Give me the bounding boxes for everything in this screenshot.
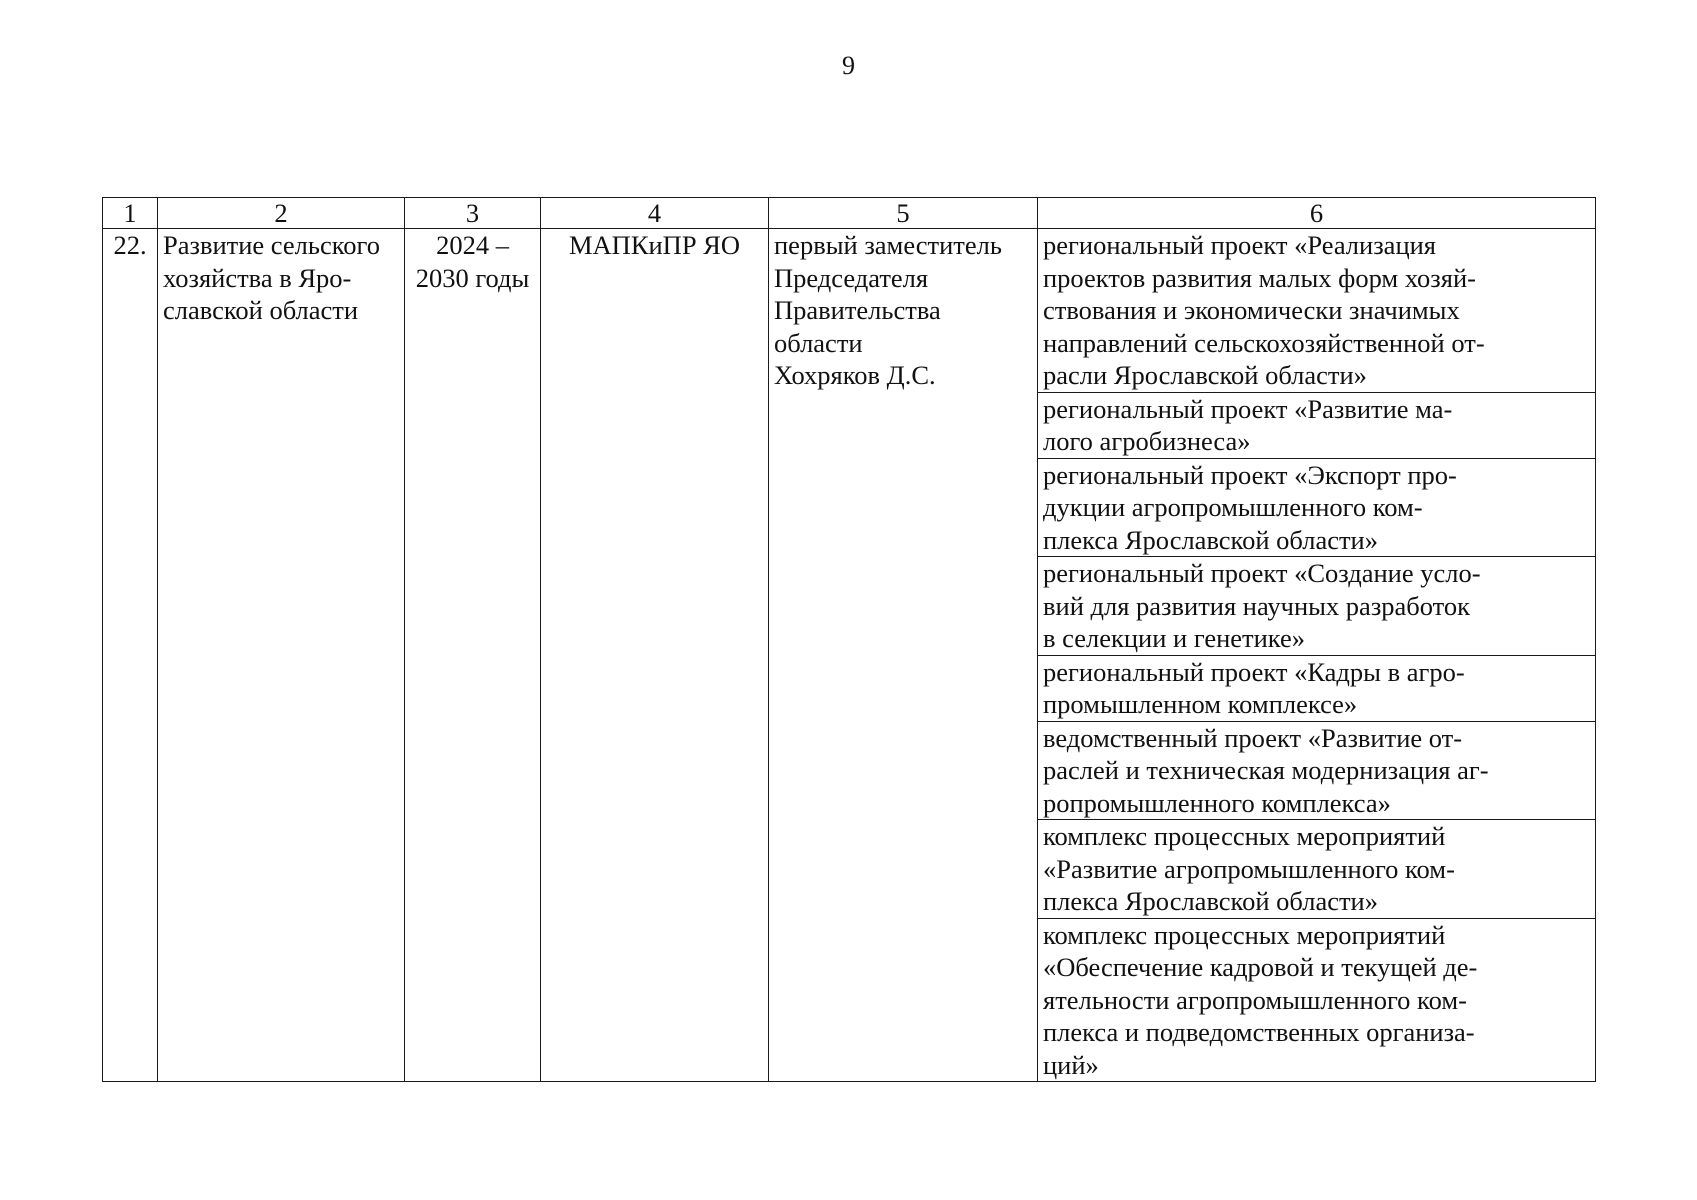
project-line: региональный проект «Развитие ма- xyxy=(1043,393,1453,424)
program-name-line: славской области xyxy=(163,295,359,325)
program-name-cell xyxy=(158,229,405,1082)
project-cell xyxy=(1038,655,1596,721)
project-cell xyxy=(1038,557,1596,656)
table-header-row xyxy=(103,198,1596,229)
curator-line: Председателя xyxy=(774,262,929,293)
project-line: ведомственный проект «Развитие от- xyxy=(1043,722,1463,753)
project-line: раслей и техническая модернизация аг- xyxy=(1043,755,1489,785)
project-line: направлений сельскохозяйственной от- xyxy=(1043,327,1485,358)
executor-cell: МАПКиПР ЯО xyxy=(541,229,769,1082)
project-line: плекса Ярославской области» xyxy=(1043,886,1378,916)
curator-line: Правительства xyxy=(774,295,941,325)
period-line: 2024 – xyxy=(436,230,509,260)
project-line: расли Ярославской области» xyxy=(1043,360,1367,390)
project-line: ствования и экономически значимых xyxy=(1043,295,1460,325)
header-cell-4: 4 xyxy=(541,198,769,229)
project-line: плекса и подведомственных организа- xyxy=(1043,1017,1475,1047)
curator-line: Хохряков Д.С. xyxy=(774,360,936,390)
project-line: ций» xyxy=(1043,1049,1099,1080)
programs-table xyxy=(102,197,1596,1082)
project-line: «Обеспечение кадровой и текущей де- xyxy=(1043,952,1478,982)
curator-cell xyxy=(769,229,1038,1082)
header-cell-2: 2 xyxy=(158,198,405,229)
project-cell xyxy=(1038,721,1596,820)
project-line: проектов развития малых форм хозяй- xyxy=(1043,262,1476,293)
header-cell-3: 3 xyxy=(405,198,541,229)
project-line: региональный проект «Кадры в агро- xyxy=(1043,656,1465,687)
project-cell xyxy=(1038,918,1596,1082)
project-line: лого агробизнеса» xyxy=(1043,426,1251,456)
project-line: региональный проект «Создание усло- xyxy=(1043,558,1481,588)
project-cell xyxy=(1038,458,1596,557)
header-cell-5: 5 xyxy=(769,198,1038,229)
curator-line: первый заместитель xyxy=(774,230,1002,260)
project-line: комплекс процессных мероприятий xyxy=(1043,919,1446,950)
header-cell-6: 6 xyxy=(1038,198,1596,229)
project-line: ропромышленного комплекса» xyxy=(1043,787,1391,818)
project-line: в селекции и генетике» xyxy=(1043,623,1306,653)
project-line: региональный проект «Экспорт про- xyxy=(1043,459,1457,490)
project-cell xyxy=(1038,229,1596,393)
page-number: 9 xyxy=(842,51,855,80)
curator-line: области xyxy=(774,327,863,358)
program-name-line: Развитие сельского xyxy=(163,230,380,260)
row-number-cell: 22. xyxy=(103,229,158,1082)
project-line: промышленном комплексе» xyxy=(1043,689,1358,719)
header-cell-1: 1 xyxy=(103,198,158,229)
project-line: «Развитие агропромышленного ком- xyxy=(1043,853,1455,884)
project-cell xyxy=(1038,820,1596,919)
program-name-line: хозяйства в Яро- xyxy=(163,262,352,293)
project-line: комплекс процессных мероприятий xyxy=(1043,821,1446,851)
project-line: региональный проект «Реализация xyxy=(1043,230,1436,260)
period-line: 2030 годы xyxy=(415,262,530,293)
table-row xyxy=(103,229,1596,393)
period-cell xyxy=(405,229,541,1082)
project-line: вий для развития научных разработок xyxy=(1043,590,1471,621)
project-line: плекса Ярославской области» xyxy=(1043,524,1378,555)
project-line: дукции агропромышленного ком- xyxy=(1043,492,1423,522)
project-line: ятельности агропромышленного ком- xyxy=(1043,984,1467,1015)
project-cell xyxy=(1038,392,1596,458)
